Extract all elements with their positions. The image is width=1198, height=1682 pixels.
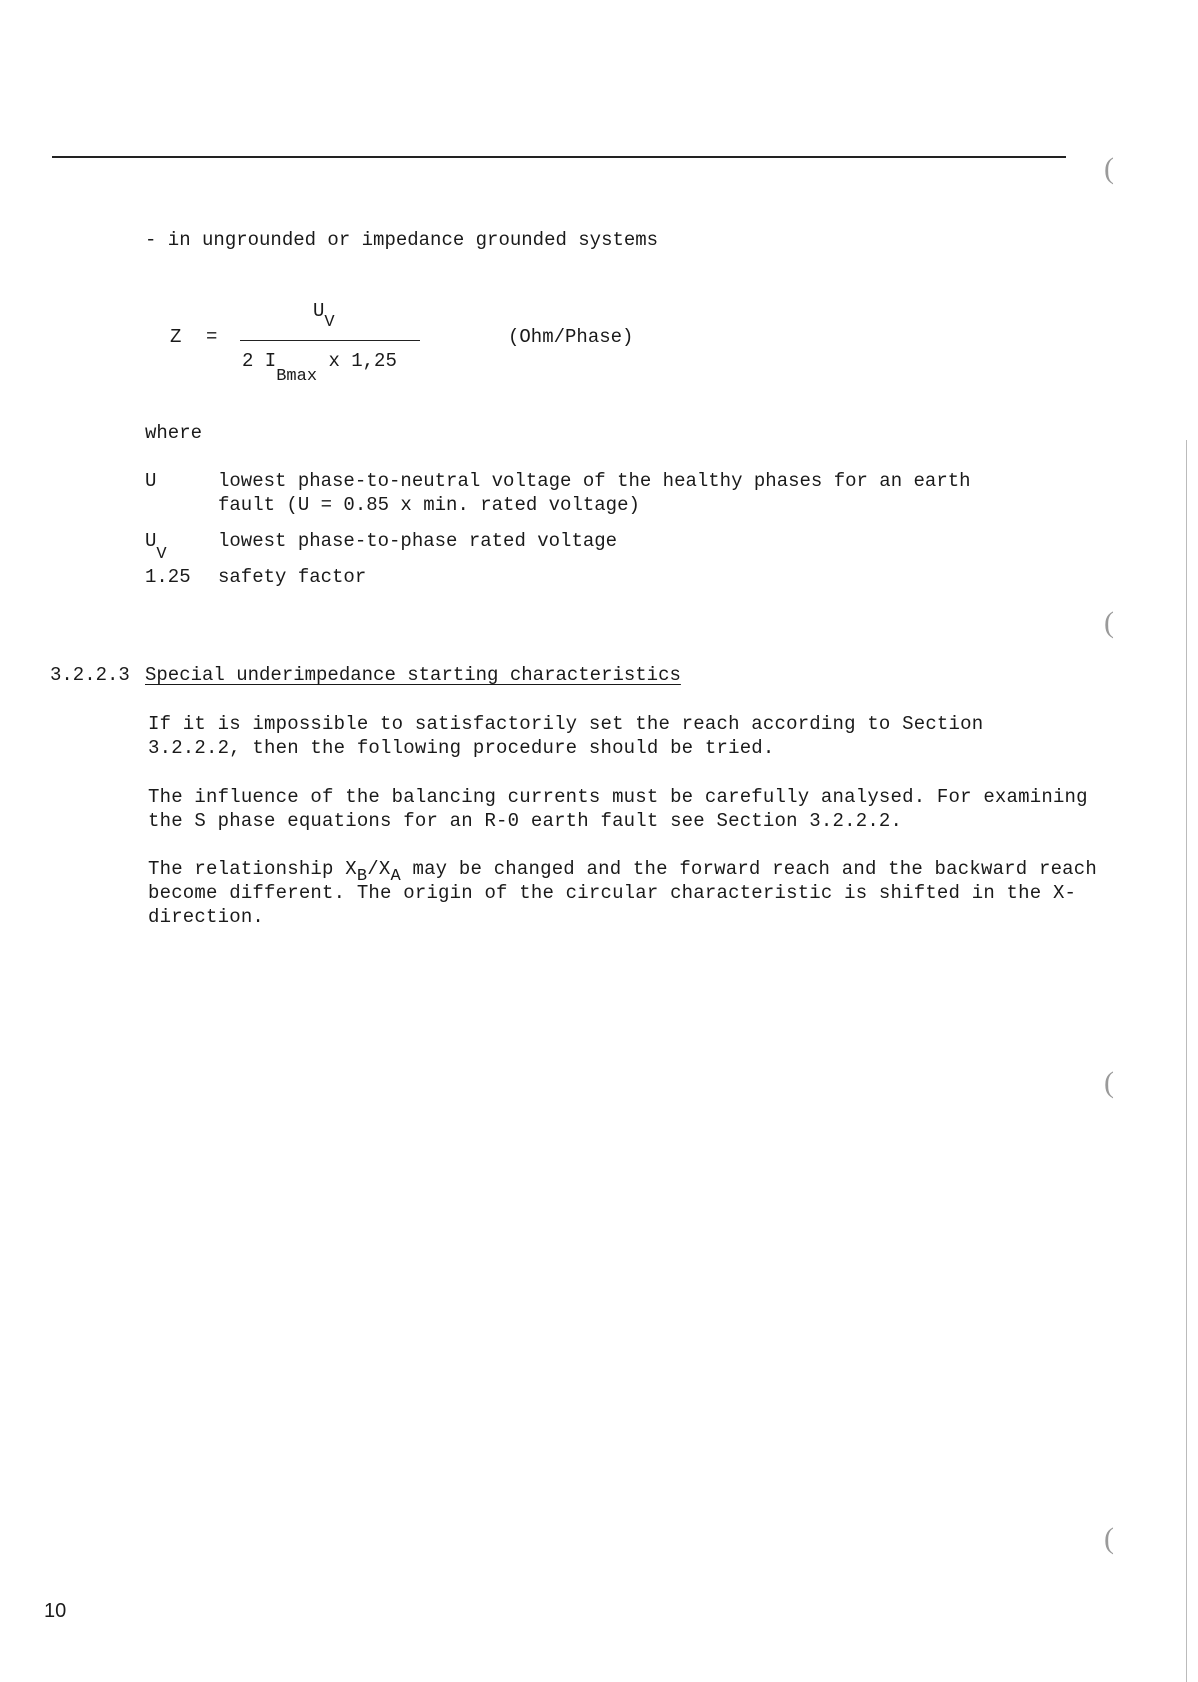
- section-title: Special underimpedance starting characteristics: [145, 664, 681, 686]
- page-number: 10: [44, 1600, 67, 1622]
- section-number: 3.2.2.3: [50, 664, 130, 686]
- definition-text: safety factor: [218, 566, 367, 588]
- margin-mark: (: [1104, 606, 1114, 639]
- paragraph-1: If it is impossible to satisfactorily set the reach according to Section 3.2.2.2, then the following procedure should be tried.: [148, 713, 984, 759]
- paragraph-3-line-3: direction.: [148, 906, 265, 928]
- definition-text: fault (U = 0.85 x min. rated voltage): [218, 494, 640, 516]
- formula-lhs: Z: [170, 326, 182, 348]
- definition-text: lowest phase-to-phase rated voltage: [218, 530, 618, 552]
- bullet-line: - in ungrounded or impedance grounded systems: [145, 229, 659, 251]
- formula-unit: (Ohm/Phase): [508, 326, 634, 348]
- formula-equals: =: [206, 326, 218, 348]
- formula-numerator: $U_V$: [313, 300, 335, 332]
- paragraph-2: The influence of the balancing currents must be carefully analysed. For examining the S phase equations for an R-0 earth fault see Section 3.2.2.2.: [148, 786, 1088, 832]
- paragraph-3-line-2: become different. The origin of the circular characteristic is shifted in the X-: [148, 882, 1077, 904]
- fraction-bar: [240, 340, 420, 341]
- margin-mark: (: [1104, 152, 1114, 185]
- definition-symbol: 1.25: [145, 566, 191, 588]
- definition-symbol: $U_V$: [145, 530, 167, 564]
- formula-denominator: 2 $I_{Bmax}$ x 1,25: [242, 350, 397, 386]
- margin-mark: (: [1104, 1522, 1114, 1555]
- where-label: where: [145, 422, 203, 444]
- definition-symbol: U: [145, 470, 157, 492]
- definition-text: lowest phase-to-neutral voltage of the healthy phases for an earth: [218, 470, 971, 492]
- paragraph-3-line-1: The relationship $X_B/X_A$ may be changed and the forward reach and the backward reach: [148, 858, 1097, 886]
- margin-mark: (: [1104, 1066, 1114, 1099]
- header-rule: [52, 156, 1066, 158]
- page-edge-line: [1186, 440, 1187, 1682]
